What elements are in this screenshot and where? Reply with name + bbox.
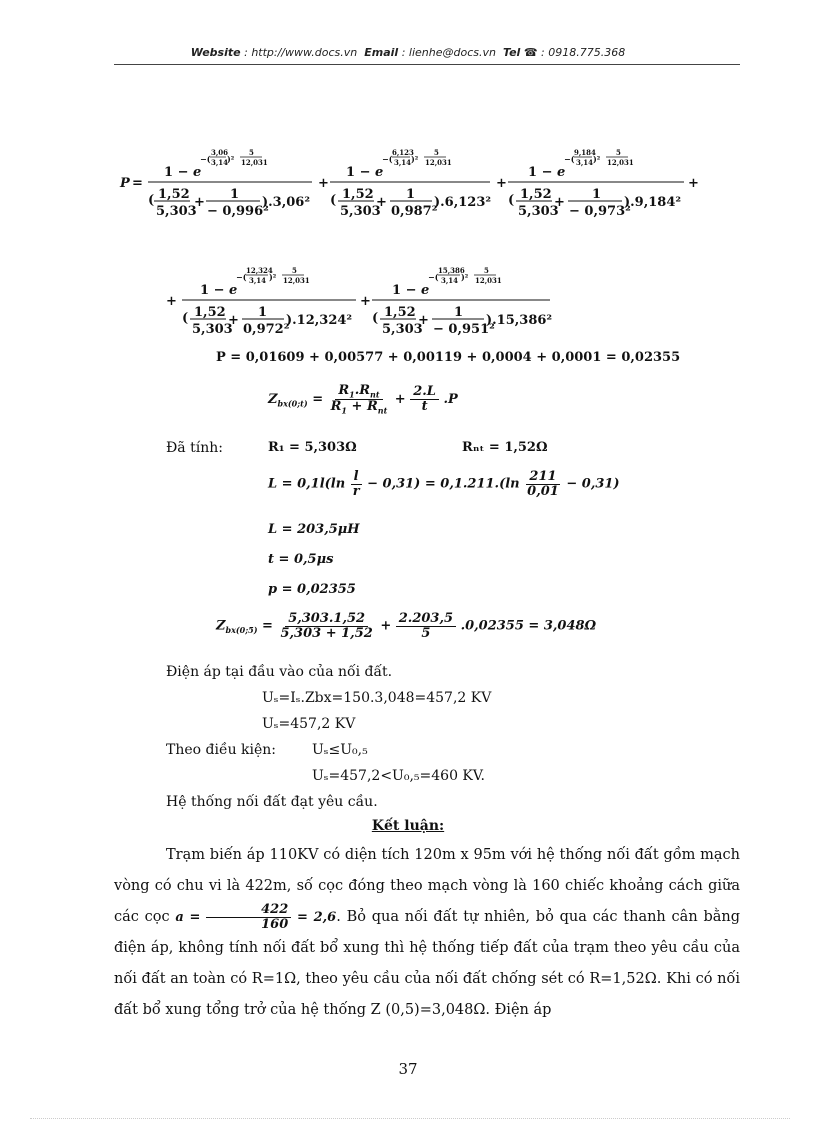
z-result: $Z_{bx(0;5)}$ = $\frac{5,303.1,52}{5,303 + 1,52}$ + $\frac{2.203,5}{5}$ .0,02355 = 3,048Ω [216, 611, 597, 641]
email-label: Email [364, 46, 399, 59]
svg-text:1 − e: 1 − e [346, 165, 384, 180]
rnt-value: Rₙₜ = 1,52Ω [462, 440, 548, 455]
svg-text:(: ( [182, 311, 189, 326]
svg-text:−(: −( [382, 154, 393, 164]
svg-text:+: + [496, 176, 507, 191]
svg-text:1 − e: 1 − e [200, 283, 238, 298]
svg-text:3,14: 3,14 [394, 158, 412, 167]
da-tinh-label: Đã tính: [166, 440, 223, 456]
svg-text:12,031: 12,031 [475, 276, 502, 285]
svg-text:).6,123²: ).6,123² [434, 195, 492, 210]
svg-text:6,123: 6,123 [392, 148, 414, 157]
p-result: P = 0,01609 + 0,00577 + 0,00119 + 0,0004 + 0,0001 = 0,02355 [216, 350, 681, 365]
svg-text:P: P [120, 176, 130, 191]
page-number: 37 [398, 1060, 418, 1078]
p-value: p = 0,02355 [268, 582, 356, 597]
p-term-4 [182, 266, 356, 337]
text-line-5: Uₛ=457,2<U₀,₅=460 KV. [312, 768, 486, 784]
text-line-6: Hệ thống nối đất đạt yêu cầu. [166, 794, 378, 810]
svg-text:+: + [360, 294, 371, 309]
svg-text:− 0,973²: − 0,973² [569, 204, 631, 219]
svg-text:12,031: 12,031 [241, 158, 268, 167]
text-line-3: Uₛ=457,2 KV [262, 716, 356, 732]
svg-text:5: 5 [292, 266, 297, 275]
z-formula: $Z_{bx(0;t)}$ = $\frac{R_1.R_{nt}}{R_1 + R_{nt}}$ + $\frac{2.L}{t}$ .P [268, 383, 458, 416]
svg-text:5,303: 5,303 [518, 204, 559, 219]
svg-text:1: 1 [230, 187, 240, 202]
p-term-3 [508, 148, 684, 219]
p-term-1 [148, 148, 312, 219]
svg-text:1 − e: 1 − e [164, 165, 202, 180]
svg-text:+: + [376, 195, 387, 210]
website-url[interactable]: http://www.docs.vn [251, 46, 358, 59]
p-equation-row1 [114, 140, 714, 230]
svg-text:5,303: 5,303 [340, 204, 381, 219]
p-term-2 [330, 148, 491, 219]
svg-text:−(: −( [564, 154, 575, 164]
l-formula: L = 0,1l(ln $\frac{l}{r}$ − 0,31) = 0,1.211.(ln $\frac{211}{0,01}$ − 0,31) [268, 469, 620, 499]
svg-text:12,031: 12,031 [607, 158, 634, 167]
svg-text:3,14: 3,14 [249, 276, 267, 285]
conclusion-paragraph: Trạm biến áp 110KV có diện tích 120m x 95m với hệ thống nối đất gồm mạch vòng có chu vi là 422m, số cọc đóng theo mạch vòng là 160 chiếc khoảng cách giữa các cọc a = $\frac{422}{160}$ = 2,6. Bỏ qua nối đất tự nhiên, bỏ qua các thanh cân bằng điện áp, không tính nối đất bổ xung thì hệ thống tiếp đất của trạm theo yêu cầu của nối đất an toàn có R=1Ω, theo yêu cầu của nối đất chống sét có R=1,52Ω. Khi có nối đất bổ xung tổng trở của hệ thống Z (0,5)=3,048Ω. Điện áp [114, 847, 740, 1018]
svg-text:12,031: 12,031 [425, 158, 452, 167]
svg-text:5: 5 [249, 148, 254, 157]
svg-text:−(: −( [236, 272, 247, 282]
website-label: Website [190, 46, 241, 59]
svg-text:3,14: 3,14 [441, 276, 459, 285]
svg-text:+: + [228, 313, 239, 328]
svg-text:1: 1 [592, 187, 602, 202]
svg-text:)²: )² [593, 154, 601, 164]
header-rule [114, 64, 740, 65]
t1-x: 3,06 [211, 148, 229, 157]
svg-text:+: + [688, 176, 699, 191]
svg-text:0,987²: 0,987² [391, 204, 438, 219]
svg-text:+: + [166, 294, 177, 309]
svg-text:− 0,951²: − 0,951² [433, 322, 495, 337]
svg-text:3,14: 3,14 [576, 158, 594, 167]
t-value: t = 0,5μs [268, 552, 334, 567]
svg-text:5,303: 5,303 [156, 204, 197, 219]
svg-text:+: + [554, 195, 565, 210]
conclusion-heading: Kết luận: [371, 818, 445, 834]
p-equation-row2 [160, 258, 580, 348]
text-line-4-value: Uₛ≤U₀,₅ [312, 742, 368, 758]
tel-number: 0918.775.368 [548, 46, 626, 59]
svg-text:1 − e: 1 − e [392, 283, 430, 298]
svg-text:).9,184²: ).9,184² [624, 195, 682, 210]
svg-text:)²: )² [227, 154, 235, 164]
svg-text:(: ( [508, 193, 515, 208]
svg-text:12,324: 12,324 [246, 266, 273, 275]
svg-text:5: 5 [484, 266, 489, 275]
svg-text:1: 1 [258, 305, 268, 320]
svg-text:−(: −( [200, 154, 211, 164]
svg-text:)²: )² [411, 154, 419, 164]
text-line-2: Uₛ=Iₛ.Zbx=150.3,048=457,2 KV [262, 690, 492, 706]
p-term-5 [372, 266, 552, 337]
svg-text:3,14: 3,14 [211, 158, 229, 167]
page-header: Website : http://www.docs.vn Email : lienhe@docs.vn Tel ☎ : 0918.775.368 [190, 46, 626, 59]
svg-text:=: = [132, 176, 143, 191]
svg-text:0,972²: 0,972² [243, 322, 290, 337]
svg-text:)²: )² [461, 272, 469, 282]
svg-text:1,52: 1,52 [158, 187, 190, 202]
svg-text:1,52: 1,52 [194, 305, 226, 320]
svg-text:(: ( [148, 193, 155, 208]
spacing-formula: a = $\frac{422}{160}$ = 2,6 [175, 902, 337, 932]
phone-icon: ☎ [523, 46, 538, 59]
svg-text:+: + [194, 195, 205, 210]
svg-text:(: ( [372, 311, 379, 326]
svg-text:1,52: 1,52 [384, 305, 416, 320]
svg-text:1: 1 [454, 305, 464, 320]
svg-text:).12,324²: ).12,324² [286, 313, 353, 328]
tel-label: Tel [502, 46, 521, 59]
svg-text:(: ( [330, 193, 337, 208]
svg-text:+: + [318, 176, 329, 191]
svg-text:12,031: 12,031 [283, 276, 310, 285]
text-line-1: Điện áp tại đầu vào của nối đất. [166, 664, 393, 680]
email-address[interactable]: lienhe@docs.vn [408, 46, 496, 59]
l-value: L = 203,5μH [268, 522, 360, 537]
svg-text:5,303: 5,303 [382, 322, 423, 337]
svg-text:5,303: 5,303 [192, 322, 233, 337]
svg-text:9,184: 9,184 [574, 148, 596, 157]
svg-text:1 − e: 1 − e [528, 165, 566, 180]
text-line-4-label: Theo điều kiện: [166, 742, 277, 758]
svg-text:).3,06²: ).3,06² [262, 195, 311, 210]
svg-text:−(: −( [428, 272, 439, 282]
footer-dotted-rule [30, 1118, 790, 1119]
svg-text:1,52: 1,52 [520, 187, 552, 202]
svg-text:).15,386²: ).15,386² [486, 313, 553, 328]
svg-text:15,386: 15,386 [438, 266, 465, 275]
svg-text:1: 1 [406, 187, 416, 202]
svg-text:5: 5 [434, 148, 439, 157]
svg-text:+: + [418, 313, 429, 328]
svg-text:1,52: 1,52 [342, 187, 374, 202]
svg-text:)²: )² [269, 272, 277, 282]
svg-text:− 0,996²: − 0,996² [207, 204, 269, 219]
r1-value: R₁ = 5,303Ω [268, 440, 357, 455]
svg-text:5: 5 [616, 148, 621, 157]
